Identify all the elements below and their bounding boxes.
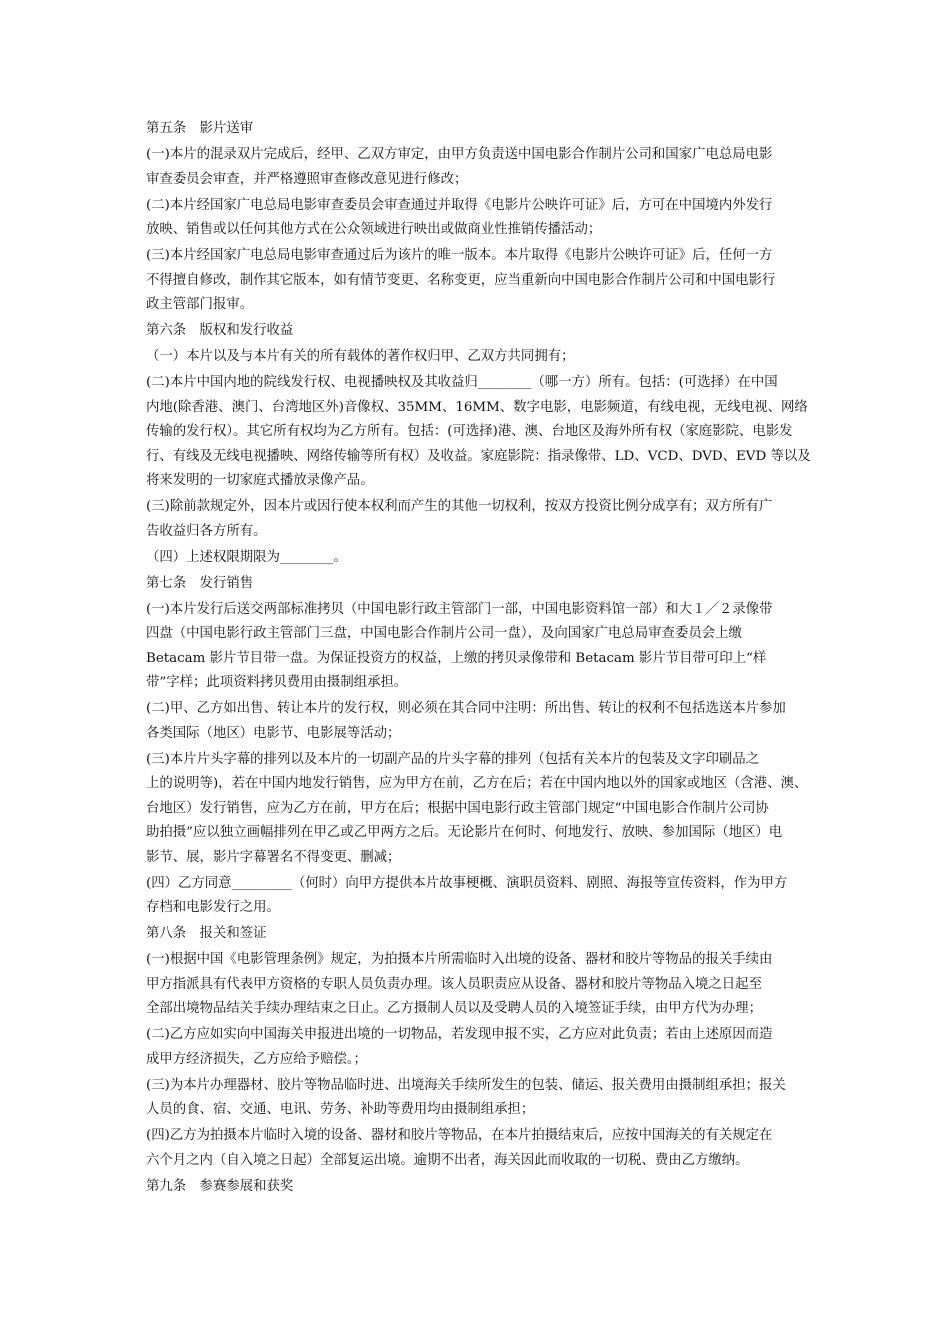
text-line: (一)本片发行后送交两部标准拷贝（中国电影行政主管部门一部，中国电影资料馆一部）和大１／２录像带 xyxy=(146,601,773,617)
text-line: 告收益归各方所有。 xyxy=(146,523,267,539)
article-heading: 第六条 版权和发行收益 xyxy=(146,323,294,338)
text-line: （四）上述权限期限为________。 xyxy=(146,549,347,565)
text-line: 全部出境物品结关手续办理结束之日止。乙方摄制人员以及受聘人员的入境签证手续，由甲方代为办理； xyxy=(146,1001,762,1016)
text-line: 六个月之内（自入境之日起）全部复运出境。逾期不出者，海关因此而收取的一切税、费由乙方缴纳。 xyxy=(146,1152,749,1168)
text-line: 影节、展，影片字幕署名不得变更、删减； xyxy=(146,849,401,865)
text-line: (二)本片中国内地的院线发行权、电视播映权及其收益归________（哪一方）所有。包括：(可选择）在中国 xyxy=(146,375,778,390)
text-line: 将来发明的一切家庭式播放录像产品。 xyxy=(146,473,374,488)
text-line: 放映、销售或以任何其他方式在公众领域进行映出或做商业性推销传播活动； xyxy=(146,222,602,237)
clause-paragraph xyxy=(146,1074,814,1123)
clause-paragraph xyxy=(146,345,814,370)
clause-paragraph xyxy=(146,371,814,494)
text-line: (一)本片的混录双片完成后，经甲、乙双方审定，由甲方负责送中国电影合作制片公司和国家广电总局电影 xyxy=(146,147,773,162)
text-line: 审查委员会审查，并严格遵照审查修改意见进行修改； xyxy=(146,171,468,187)
text-line: (二)本片经国家广电总局电影审查委员会审查通过并取得《电影片公映许可证》后，方可在中国境内外发行 xyxy=(146,197,773,213)
clause-paragraph xyxy=(146,872,814,921)
clause-paragraph xyxy=(146,546,814,571)
clause-paragraph xyxy=(146,244,814,318)
clause-paragraph xyxy=(146,697,814,746)
text-line: 成甲方经济损失，乙方应给予赔偿。； xyxy=(146,1051,367,1067)
text-line: (一)根据中国《电影管理条例》规定，为拍摄本片所需临时入出境的设备、器材和胶片等物品的报关手续由 xyxy=(146,952,773,967)
article-heading: 第七条 发行销售 xyxy=(146,575,254,591)
clause-paragraph xyxy=(146,948,814,1022)
clause-paragraph xyxy=(146,748,814,871)
text-line: Betacam 影片节目带一盘。为保证投资方的权益，上缴的拷贝录像带和 Betacam 影片节目带可印上“样 xyxy=(146,650,767,666)
text-line: 四盘（中国电影行政主管部门三盘，中国电影合作制片公司一盘），及向国家广电总局审查委员会上缴 xyxy=(146,626,742,641)
text-line: 上的说明等)，若在中国内地发行销售，应为甲方在前，乙方在后；若在中国内地以外的国家或地区（含港、澳、 xyxy=(146,776,808,791)
text-line: (三)为本片办理器材、胶片等物品临时进、出境海关手续所发生的包装、储运、报关费用由摄制组承担；报关 xyxy=(146,1077,786,1093)
text-line: 行、有线及无线电视播映、网络传输等所有权）及收益。家庭影院：指录像带、LD、VCD、DVD、EVD 等以及 xyxy=(146,448,811,464)
text-line: 助拍摄”应以独立画幅排列在甲乙或乙甲两方之后。无论影片在何时、何地发行、放映、参加国际（地区）电 xyxy=(146,825,783,840)
text-line: (二)甲、乙方如出售、转让本片的发行权，则必须在其合同中注明：所出售、转让的权利不包括选送本片参加 xyxy=(146,701,786,716)
text-line: 人员的食、宿、交通、电讯、劳务、补助等费用均由摄制组承担； xyxy=(146,1102,535,1117)
text-line: (三)本片片头字幕的排列以及本片的一切副产品的片头字幕的排列（包括有关本片的包装及文字印刷品之 xyxy=(146,751,760,767)
clause-paragraph xyxy=(146,1124,814,1173)
text-line: 各类国际（地区）电影节、电影展等活动； xyxy=(146,725,401,741)
text-line: 不得擅自修改，制作其它版本，如有情节变更、名称变更，应当重新向中国电影合作制片公司和中国电影行 xyxy=(146,272,776,288)
clause-paragraph xyxy=(146,598,814,696)
article-heading: 第五条 影片送审 xyxy=(146,121,254,136)
text-line: 内地(除香港、澳门、台湾地区外)音像权、35MM、16MM、数字电影，电影频道，有线电视，无线电视、网络 xyxy=(146,399,808,415)
text-line: (三)本片经国家广电总局电影审查通过后为该片的唯一版本。本片取得《电影片公映许可证》后，任何一方 xyxy=(146,248,773,263)
text-line: 甲方指派具有代表甲方资格的专职人员负责办理。该人员职责应从设备、器材和胶片等物品入境之日起至 xyxy=(146,976,762,992)
text-line: (四)乙方为拍摄本片临时入境的设备、器材和胶片等物品，在本片拍摄结束后，应按中国海关的有关规定在 xyxy=(146,1128,773,1143)
clause-paragraph xyxy=(146,495,814,544)
text-line: （一）本片以及与本片有关的所有载体的著作权归甲、乙双方共同拥有； xyxy=(146,349,575,364)
text-line: (四）乙方同意_________（何时）向甲方提供本片故事梗概、演职员资料、剧照、海报等宣传资料，作为甲方 xyxy=(146,875,788,891)
text-line: 政主管部门报审。 xyxy=(146,297,254,312)
article-heading: 第八条 报关和签证 xyxy=(146,926,267,941)
document-page xyxy=(146,117,814,1201)
clause-paragraph xyxy=(146,143,814,192)
clause-paragraph xyxy=(146,1023,814,1072)
text-line: (三)除前款规定外，因本片或因行使本权利而产生的其他一切权利，按双方投资比例分成享有；双方所有广 xyxy=(146,499,773,514)
text-line: 存档和电影发行之用。 xyxy=(146,900,280,915)
article-heading: 第九条 参赛参展和获奖 xyxy=(146,1178,294,1194)
text-line: 带”字样；此项资料拷贝费用由摄制组承担。 xyxy=(146,675,408,690)
text-line: (二)乙方应如实向中国海关申报进出境的一切物品，若发现申报不实，乙方应对此负责；若由上述原因而造 xyxy=(146,1027,773,1042)
text-line: 台地区）发行销售，应为乙方在前，甲方在后；根据中国电影行政主管部门规定“中国电影合作制片公司协 xyxy=(146,800,769,816)
text-line: 传输的发行权）。其它所有权均为乙方所有。包括：(可选择)港、澳、台地区及海外所有权（家庭影院、电影发 xyxy=(146,424,793,439)
clause-paragraph xyxy=(146,194,814,243)
